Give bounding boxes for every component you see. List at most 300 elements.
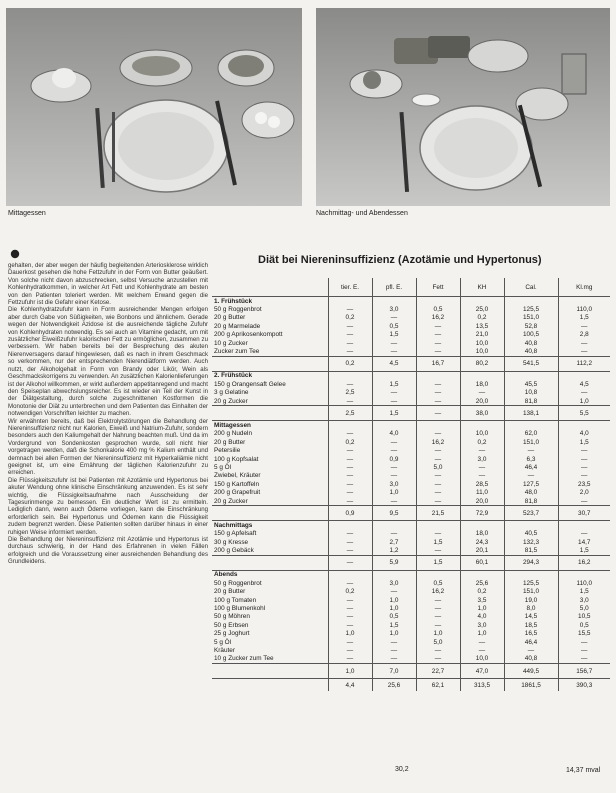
table-row <box>212 530 610 538</box>
empty-cell <box>460 371 504 380</box>
empty-cell <box>504 421 558 430</box>
table-row <box>212 463 610 471</box>
sum-value: 294,3 <box>504 555 558 570</box>
nutrient-value: 3,0 <box>372 579 416 587</box>
body-paragraph: gehalten, der aber wegen der häufig begleitenden Arteriosklerose wirklich Dauerkost gesehen die hohe Fettzufuhr in der Form von Butter geäußert. Von solche nicht davon abzuschrecken, selbst Versuche anzustellen mit Kohlenhydratkommen, in welcher Art Fett und Kohlenhydrate am besten von den Patienten toleriert werden. Mit welchem Erwand gegen die Fettzufuhr ist die Gefahr einer Ketose. <box>8 262 208 307</box>
sum-value: 9,5 <box>372 506 416 521</box>
sum-value: 112,2 <box>558 356 610 371</box>
nutrient-value: 16,2 <box>416 588 460 596</box>
food-item: 20 g Butter <box>214 314 246 322</box>
photo-afternoon-evening-table-setting <box>316 8 610 206</box>
nutrient-value: — <box>460 472 504 480</box>
nutrient-value: 5,0 <box>558 604 610 612</box>
nutrient-value: — <box>328 463 372 471</box>
nutrient-value: — <box>460 646 504 654</box>
nutrient-value: 151,0 <box>504 314 558 322</box>
nutrient-value: — <box>328 488 372 496</box>
nutrient-value: — <box>558 646 610 654</box>
nutrient-value: 110,0 <box>558 579 610 587</box>
total-label-cell <box>212 679 328 692</box>
nutrient-value: 48,0 <box>504 488 558 496</box>
nutrient-value: — <box>372 463 416 471</box>
food-item: 100 g Blumenkohl <box>214 605 266 613</box>
nutrient-value: — <box>328 331 372 339</box>
nutrient-value: 2,7 <box>372 538 416 546</box>
nutrient-value: 1,5 <box>372 621 416 629</box>
photo-caption-right: Nachmittag- und Abendessen <box>316 210 408 217</box>
photo-lunch-table-setting <box>6 8 302 206</box>
nutrient-value: — <box>460 638 504 646</box>
sum-value: 60,1 <box>460 555 504 570</box>
nutrient-value: — <box>372 389 416 397</box>
table-row <box>212 621 610 629</box>
nutrient-value: — <box>558 497 610 506</box>
table-row <box>212 322 610 330</box>
nutrient-value: 151,0 <box>504 588 558 596</box>
table-row <box>212 339 610 347</box>
nutrient-value: 132,3 <box>504 538 558 546</box>
nutrient-value: 3,0 <box>558 596 610 604</box>
body-paragraph: Die Kohlenhydratzufuhr kann in Form ausreichender Mengen erfolgen aber durch Gabe von Süßigkeiten, wie Bonbons und ähnlichem. Gerade wegen der Notwendigkeit Azidose ist die ausreichende tägliche Zufuhr von Kohlenhydraten notwendig. Es sei auch an Vitamine gedacht, um mit zusätzlicher Eiweißzufuhr kalorischen Fett zu ermöglichen, zusammen zu verbessern. Wir haben bereits bei der Besprechung des akuten Nierenversagens darauf hingewiesen, daß es nach in ihrem Geschmack so verkommen, nur der entsprechenden Nierendiätform werden. Auch nutzt, der Alkoholgehalt in Form von Brandy oder Likör, Wein als Geschmackskorrigens zu verwenden. An zusätzlichen Kalorienlieferungen ist der Alkohol willkommen, er wirkt außerdem appetitanregend und macht den Speiseplan abwechslungsreicher. Es ist wieder ein Teil der Kunst in der Diätgestaltung, durch solche zugeschnittenen Kostformen die Monotonie der Diät zu unterbrechen und dem Patienten das Einhalten der notwendigen Vorschriften leichter zu machen. <box>8 306 208 418</box>
nutrient-value: — <box>558 322 610 330</box>
nutrient-value: 0,2 <box>328 314 372 322</box>
nutrient-value: — <box>558 339 610 347</box>
food-item: 150 g Kartoffeln <box>214 480 260 488</box>
nutrient-value: 1,5 <box>372 331 416 339</box>
nutrient-value: 1,0 <box>372 488 416 496</box>
sum-value: 4,5 <box>372 356 416 371</box>
nutrient-value: 1,5 <box>558 314 610 322</box>
nutrient-value: 0,5 <box>416 305 460 313</box>
nutrient-value: 3,0 <box>460 621 504 629</box>
nutrient-value: 10,0 <box>460 655 504 664</box>
nutrient-value: — <box>328 655 372 664</box>
sum-value: 1,0 <box>328 664 372 679</box>
nutrient-value: — <box>416 322 460 330</box>
nutrient-value: — <box>558 472 610 480</box>
nutrient-value: 81,5 <box>504 546 558 555</box>
nutrient-value: — <box>416 455 460 463</box>
nutrient-value: — <box>558 455 610 463</box>
nutrient-value: 40,8 <box>504 347 558 356</box>
nutrient-value: — <box>558 463 610 471</box>
column-header: pfl. E. <box>372 278 416 297</box>
meal-heading: Nachmittags <box>214 521 253 529</box>
food-item: 5 g Öl <box>214 463 232 471</box>
food-item: Zucker zum Tee <box>214 348 260 356</box>
nutrient-value: 20,0 <box>460 397 504 406</box>
total-value: 390,3 <box>558 679 610 692</box>
nutrient-value: 1,5 <box>558 438 610 446</box>
table-row <box>212 347 610 356</box>
nutrient-value: 25,0 <box>460 305 504 313</box>
nutrient-value: 1,5 <box>416 538 460 546</box>
sum-value: 80,2 <box>460 356 504 371</box>
nutrient-value: — <box>504 646 558 654</box>
nutrient-value: — <box>328 596 372 604</box>
nutrient-value: 24,3 <box>460 538 504 546</box>
sum-value: 1,5 <box>372 406 416 421</box>
nutrient-value: — <box>328 604 372 612</box>
empty-cell <box>504 570 558 579</box>
meal-sum-row <box>212 506 610 521</box>
meal-heading-row <box>212 570 610 579</box>
table-row <box>212 646 610 654</box>
nutrient-value: — <box>328 538 372 546</box>
total-value: 313,5 <box>460 679 504 692</box>
nutrient-value: 3,0 <box>460 455 504 463</box>
meal-heading: Abends <box>214 571 238 579</box>
empty-cell <box>460 297 504 306</box>
sum-label-cell <box>212 356 328 371</box>
nutrient-value: — <box>416 530 460 538</box>
nutrient-value: — <box>328 446 372 454</box>
sum-value: 16,7 <box>416 356 460 371</box>
nutrient-value: — <box>328 380 372 388</box>
sum-value: 0,2 <box>328 356 372 371</box>
empty-cell <box>416 371 460 380</box>
nutrient-value: 40,5 <box>504 530 558 538</box>
sum-value: 7,0 <box>372 664 416 679</box>
nutrient-value: 4,0 <box>372 430 416 438</box>
total-value: 1861,5 <box>504 679 558 692</box>
nutrient-value: — <box>372 588 416 596</box>
sum-value: 138,1 <box>504 406 558 421</box>
nutrient-value: 40,8 <box>504 339 558 347</box>
table-row <box>212 588 610 596</box>
nutrient-value: — <box>416 604 460 612</box>
empty-cell <box>558 371 610 380</box>
nutrient-value: — <box>372 497 416 506</box>
body-paragraph: Wir erwähnten bereits, daß bei Elektrolytstörungen die Behandlung der Niereninsuffizienz nicht nur Kalorien, Eiweiß und Natrium-Zufuhr, sondern besonders auch den Kaliumgehalt der Nahrung beachten muß. Und da im Vordergrund von Sondenkosten gesprochen wurde, soll nicht hier vorgetragen werden, daß die Schonkalorie 400 mg % Kalium enthält und demnach bei allen Formen der Niereninsuffizienz mit Hyperkaliämie nicht geeignet ist, um eine Ernährung der täglichen Kalorienzufuhr zu erreichen. <box>8 417 208 477</box>
table-row <box>212 472 610 480</box>
nutrient-value: 18,0 <box>460 380 504 388</box>
table-row <box>212 331 610 339</box>
nutrient-value: 46,4 <box>504 463 558 471</box>
body-paragraph: Die Flüssigkeitszufuhr ist bei Patienten mit Azotämie und Hypertonus bei akuter Wendung ohne klinische Einschränkung anzuwenden. Es ist sehr wichtig, die Flüssigkeitsaufnahme nach Ausscheidung der Tagesurinmenge zu bemessen. Ein deutlicher Wert ist zu ermitteln. Lediglich dann, wenn auch Ödeme vorliegen, kann die Einschränkung erforderlich sein. Bei Hypertonus und Ödemen kann die Flüssigkeit zudem begrenzt werden. Diese Patienten sollten darüber hinaus in einer ruhigen Weise informiert werden. <box>8 476 208 536</box>
empty-cell <box>328 570 372 579</box>
nutrient-value: 10,5 <box>558 613 610 621</box>
nutrient-value: 2,8 <box>558 331 610 339</box>
food-item: 10 g Zucker zum Tee <box>214 655 274 663</box>
empty-cell <box>558 570 610 579</box>
sum-value: 5,5 <box>558 406 610 421</box>
table-row <box>212 538 610 546</box>
nutrient-value: — <box>416 331 460 339</box>
table-row <box>212 596 610 604</box>
food-item: 3 g Gelatine <box>214 389 249 397</box>
nutrient-value: — <box>372 397 416 406</box>
nutrient-value: 62,0 <box>504 430 558 438</box>
table-row <box>212 579 610 587</box>
nutrient-value: — <box>328 530 372 538</box>
daily-total-row <box>212 679 610 692</box>
page-title: Diät bei Niereninsuffizienz (Azotämie und Hypertonus) <box>258 254 542 266</box>
nutrient-value: 0,2 <box>460 438 504 446</box>
empty-cell <box>372 521 416 530</box>
empty-cell <box>328 297 372 306</box>
column-header: Kl.mg <box>558 278 610 297</box>
footer-right-value: 14,37 mval <box>566 767 601 774</box>
nutrient-value: 125,5 <box>504 305 558 313</box>
nutrient-value: — <box>372 438 416 446</box>
nutrient-value: — <box>460 446 504 454</box>
footer-left-value: 30,2 <box>395 766 409 773</box>
total-value: 25,6 <box>372 679 416 692</box>
table-row <box>212 630 610 638</box>
empty-cell <box>416 421 460 430</box>
nutrient-value: — <box>416 613 460 621</box>
nutrient-value: 4,0 <box>558 430 610 438</box>
nutrient-value: 0,5 <box>372 613 416 621</box>
nutrient-value: 20,1 <box>460 546 504 555</box>
nutrient-value: 28,5 <box>460 480 504 488</box>
table-row <box>212 488 610 496</box>
table-row <box>212 389 610 397</box>
food-item: 100 g Tomaten <box>214 596 257 604</box>
nutrient-value: 40,8 <box>504 655 558 664</box>
nutrient-value: — <box>558 655 610 664</box>
nutrient-value: — <box>416 497 460 506</box>
nutrient-value: 5,0 <box>416 463 460 471</box>
nutrient-value: — <box>372 646 416 654</box>
food-item: 200 g Aprikosenkompott <box>214 331 283 339</box>
nutrient-value: 10,8 <box>504 389 558 397</box>
nutrient-value: — <box>328 621 372 629</box>
nutrient-value: — <box>372 638 416 646</box>
empty-cell <box>328 371 372 380</box>
nutrient-value: 0,5 <box>416 579 460 587</box>
nutrient-value: — <box>558 530 610 538</box>
sum-value: 5,9 <box>372 555 416 570</box>
sum-value: 21,5 <box>416 506 460 521</box>
nutrient-value: — <box>328 579 372 587</box>
food-item: 10 g Zucker <box>214 339 248 347</box>
nutrient-value: 0,2 <box>460 588 504 596</box>
table-row <box>212 314 610 322</box>
nutrient-value: — <box>416 347 460 356</box>
column-header <box>212 278 328 297</box>
total-value: 4,4 <box>328 679 372 692</box>
food-item: 20 g Zucker <box>214 397 248 405</box>
empty-cell <box>416 570 460 579</box>
nutrient-value: — <box>328 322 372 330</box>
nutrient-value: 0,5 <box>372 322 416 330</box>
nutrient-value: — <box>558 389 610 397</box>
nutrient-value: 1,2 <box>372 546 416 555</box>
sum-value: 47,0 <box>460 664 504 679</box>
nutrient-value: 110,0 <box>558 305 610 313</box>
nutrient-value: 6,3 <box>504 455 558 463</box>
meal-sum-row <box>212 664 610 679</box>
nutrient-value: — <box>416 430 460 438</box>
nutrient-value: — <box>416 397 460 406</box>
nutrient-value: — <box>416 446 460 454</box>
food-item: 200 g Nudeln <box>214 430 253 438</box>
nutrient-value: 21,0 <box>460 331 504 339</box>
meal-heading: Mittagessen <box>214 421 251 429</box>
food-item: 25 g Joghurt <box>214 630 250 638</box>
sum-label-cell <box>212 664 328 679</box>
nutrient-value: 11,0 <box>460 488 504 496</box>
nutrient-value: 20,0 <box>460 497 504 506</box>
meal-sum-row <box>212 356 610 371</box>
food-item: 20 g Butter <box>214 438 246 446</box>
nutrient-value: — <box>328 480 372 488</box>
nutrient-value: 1,0 <box>328 630 372 638</box>
food-item: Zwiebel, Kräuter <box>214 472 261 480</box>
table-row <box>212 380 610 388</box>
nutrient-value: 45,5 <box>504 380 558 388</box>
empty-cell <box>372 371 416 380</box>
body-paragraph: Die Behandlung der Niereninsuffizienz mit Azotämie und Hypertonus ist durchaus schwierig, in der Hand des Erfahrenen in vielen Fällen erfolgreich und die Voraussetzung einer ausreichenden Behandlung des Grundleidens. <box>8 536 208 566</box>
nutrient-value: 4,5 <box>558 380 610 388</box>
nutrient-value: 1,5 <box>558 588 610 596</box>
nutrient-value: 1,5 <box>372 380 416 388</box>
sum-label-cell <box>212 555 328 570</box>
nutrient-value: — <box>372 655 416 664</box>
column-header: Cal. <box>504 278 558 297</box>
meal-sum-row <box>212 555 610 570</box>
nutrient-value: — <box>416 339 460 347</box>
nutrient-value: 1,0 <box>460 630 504 638</box>
nutrient-value: 4,0 <box>460 613 504 621</box>
nutrient-value: — <box>328 339 372 347</box>
nutrient-value: 25,6 <box>460 579 504 587</box>
nutrient-value: 8,0 <box>504 604 558 612</box>
table-row <box>212 546 610 555</box>
sum-value: 1,5 <box>416 555 460 570</box>
sum-value: — <box>416 406 460 421</box>
nutrient-value: 46,4 <box>504 638 558 646</box>
nutrient-value: 16,2 <box>416 314 460 322</box>
nutrient-value: 10,0 <box>460 339 504 347</box>
nutrient-value: — <box>558 638 610 646</box>
nutrient-value: — <box>372 347 416 356</box>
nutrient-value: — <box>416 546 460 555</box>
food-item: 30 g Kresse <box>214 538 249 546</box>
sum-value: 2,5 <box>328 406 372 421</box>
sum-value: 72,9 <box>460 506 504 521</box>
food-item: 150 g Apfelsaft <box>214 530 257 538</box>
table-row <box>212 397 610 406</box>
food-item: 150 g Orangensaft Gelee <box>214 380 286 388</box>
nutrient-value: 16,2 <box>416 438 460 446</box>
nutrient-value: — <box>416 380 460 388</box>
table-row <box>212 438 610 446</box>
nutrient-value: — <box>328 638 372 646</box>
sum-label-cell <box>212 506 328 521</box>
meal-heading-row <box>212 371 610 380</box>
nutrient-value: 14,5 <box>504 613 558 621</box>
food-item: 50 g Erbsen <box>214 621 249 629</box>
nutrient-value: 1,0 <box>460 604 504 612</box>
nutrient-value: — <box>328 305 372 313</box>
sum-value: 22,7 <box>416 664 460 679</box>
nutrient-value: — <box>328 472 372 480</box>
table-header-row <box>212 278 610 297</box>
empty-cell <box>372 297 416 306</box>
column-header: KH <box>460 278 504 297</box>
table-row <box>212 455 610 463</box>
nutrient-value: — <box>460 463 504 471</box>
sum-value: 38,0 <box>460 406 504 421</box>
nutrient-value: — <box>416 472 460 480</box>
nutrient-value: 3,0 <box>372 480 416 488</box>
nutrient-value: 14,7 <box>558 538 610 546</box>
nutrient-value: — <box>416 389 460 397</box>
nutrient-value: 0,5 <box>558 621 610 629</box>
food-item: 100 g Kopfsalat <box>214 455 259 463</box>
empty-cell <box>416 297 460 306</box>
column-header: Fett <box>416 278 460 297</box>
nutrient-value: — <box>558 347 610 356</box>
nutrient-value: 0,2 <box>460 314 504 322</box>
photo-caption-left: Mittagessen <box>8 210 46 217</box>
meal-heading-row <box>212 297 610 306</box>
empty-cell <box>416 521 460 530</box>
food-item: 20 g Butter <box>214 588 246 596</box>
nutrient-value: 81,8 <box>504 497 558 506</box>
sum-value: 523,7 <box>504 506 558 521</box>
nutrient-value: 16,5 <box>504 630 558 638</box>
total-value: 62,1 <box>416 679 460 692</box>
empty-cell <box>504 297 558 306</box>
food-item: 200 g Gebäck <box>214 547 254 555</box>
nutrient-value: 5,0 <box>416 638 460 646</box>
empty-cell <box>372 570 416 579</box>
nutrient-value: — <box>416 621 460 629</box>
nutrient-value: 1,0 <box>558 397 610 406</box>
food-item: 50 g Möhren <box>214 613 250 621</box>
nutrient-value: — <box>372 339 416 347</box>
meal-heading-row <box>212 521 610 530</box>
sum-value: 30,7 <box>558 506 610 521</box>
nutrient-value: 1,0 <box>372 596 416 604</box>
column-header: tier. E. <box>328 278 372 297</box>
food-item: Petersilie <box>214 447 241 455</box>
nutrient-value: — <box>328 455 372 463</box>
empty-cell <box>558 421 610 430</box>
nutrient-value: — <box>416 655 460 664</box>
nutrient-value: — <box>328 430 372 438</box>
nutrient-value: — <box>372 446 416 454</box>
nutrient-value: 23,5 <box>558 480 610 488</box>
nutrient-value: 3,5 <box>460 596 504 604</box>
sum-value: 0,9 <box>328 506 372 521</box>
nutrient-value: 3,0 <box>372 305 416 313</box>
nutrient-value: — <box>372 472 416 480</box>
section-marker-icon <box>10 246 20 256</box>
nutrient-value: 52,8 <box>504 322 558 330</box>
table-row <box>212 446 610 454</box>
table-row <box>212 638 610 646</box>
food-item: 200 g Grapefruit <box>214 489 261 497</box>
nutrient-value: — <box>372 530 416 538</box>
empty-cell <box>328 421 372 430</box>
diet-nutrition-table <box>212 278 610 691</box>
nutrient-value: 1,0 <box>416 630 460 638</box>
nutrient-value: — <box>328 397 372 406</box>
meal-sum-row <box>212 406 610 421</box>
nutrient-value: 0,2 <box>328 588 372 596</box>
food-item: Kräuter <box>214 646 235 654</box>
nutrient-value: 81,8 <box>504 397 558 406</box>
nutrient-value: 15,5 <box>558 630 610 638</box>
nutrient-value: 10,0 <box>460 430 504 438</box>
nutrient-value: — <box>328 347 372 356</box>
nutrient-value: — <box>504 472 558 480</box>
